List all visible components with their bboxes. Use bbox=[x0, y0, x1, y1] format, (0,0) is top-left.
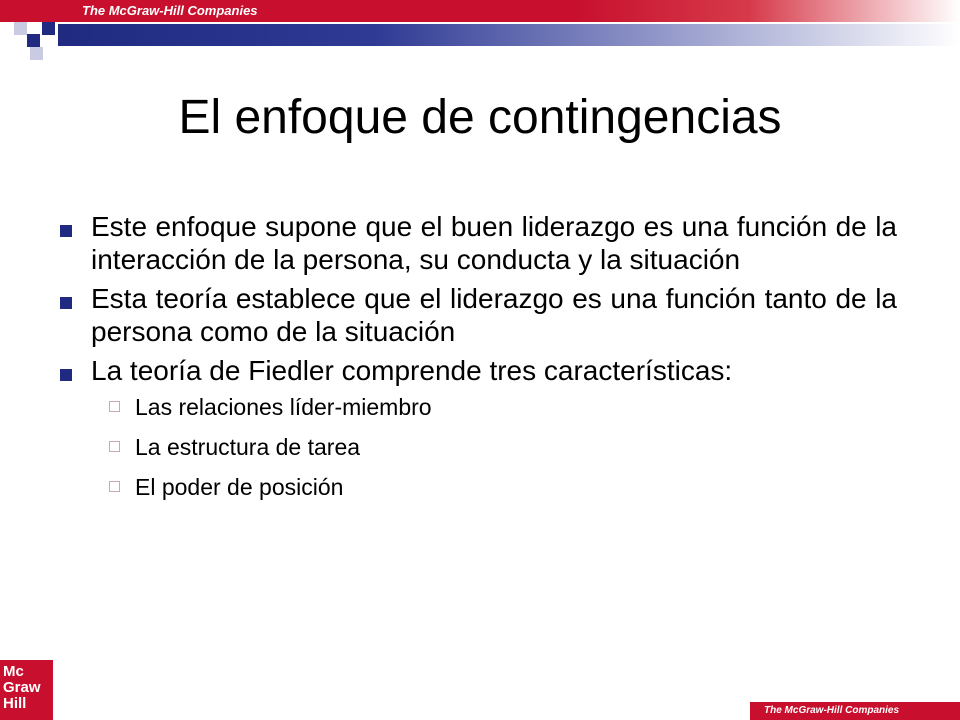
hollow-square-bullet-icon bbox=[109, 481, 120, 492]
bullet-item bbox=[55, 210, 897, 276]
top-brand-bar bbox=[0, 0, 960, 22]
bullet-text: Esta teoría establece que el liderazgo es una función tanto de la persona como de la situación bbox=[91, 283, 897, 347]
square-bullet-icon bbox=[60, 297, 72, 309]
slide-title: El enfoque de contingencias bbox=[178, 91, 782, 144]
bullet-text: Este enfoque supone que el buen liderazgo es una función de la interacción de la persona, su conducta y la situación bbox=[91, 211, 897, 275]
logo-line: Graw bbox=[3, 679, 41, 696]
logo-line: Hill bbox=[3, 695, 27, 712]
bullet-text: La teoría de Fiedler comprende tres características: bbox=[91, 355, 733, 386]
decorative-square bbox=[42, 22, 55, 35]
logo-line: Mc bbox=[3, 663, 24, 680]
subbullet-list bbox=[55, 393, 897, 501]
subbullet-text: Las relaciones líder-miembro bbox=[135, 394, 432, 420]
footer-brand-bar bbox=[750, 702, 960, 720]
hollow-square-bullet-icon bbox=[109, 401, 120, 412]
square-bullet-icon bbox=[60, 225, 72, 237]
decorative-square bbox=[30, 47, 43, 60]
bullet-item bbox=[55, 354, 897, 387]
bullet-item bbox=[55, 282, 897, 348]
subbullet-item bbox=[107, 473, 897, 501]
mcgraw-hill-logo bbox=[0, 660, 53, 720]
subbullet-item bbox=[107, 433, 897, 461]
decorative-square bbox=[14, 22, 27, 35]
subbullet-text: El poder de posición bbox=[135, 474, 344, 500]
subbullet-text: La estructura de tarea bbox=[135, 434, 361, 460]
header-gradient-band bbox=[58, 24, 960, 46]
footer-brand-text: The McGraw-Hill Companies bbox=[764, 705, 900, 716]
decorative-square bbox=[27, 34, 40, 47]
slide-content bbox=[55, 210, 897, 513]
hollow-square-bullet-icon bbox=[109, 441, 120, 452]
square-bullet-icon bbox=[60, 369, 72, 381]
subbullet-item bbox=[107, 393, 897, 421]
top-brand-text: The McGraw-Hill Companies bbox=[82, 3, 258, 18]
